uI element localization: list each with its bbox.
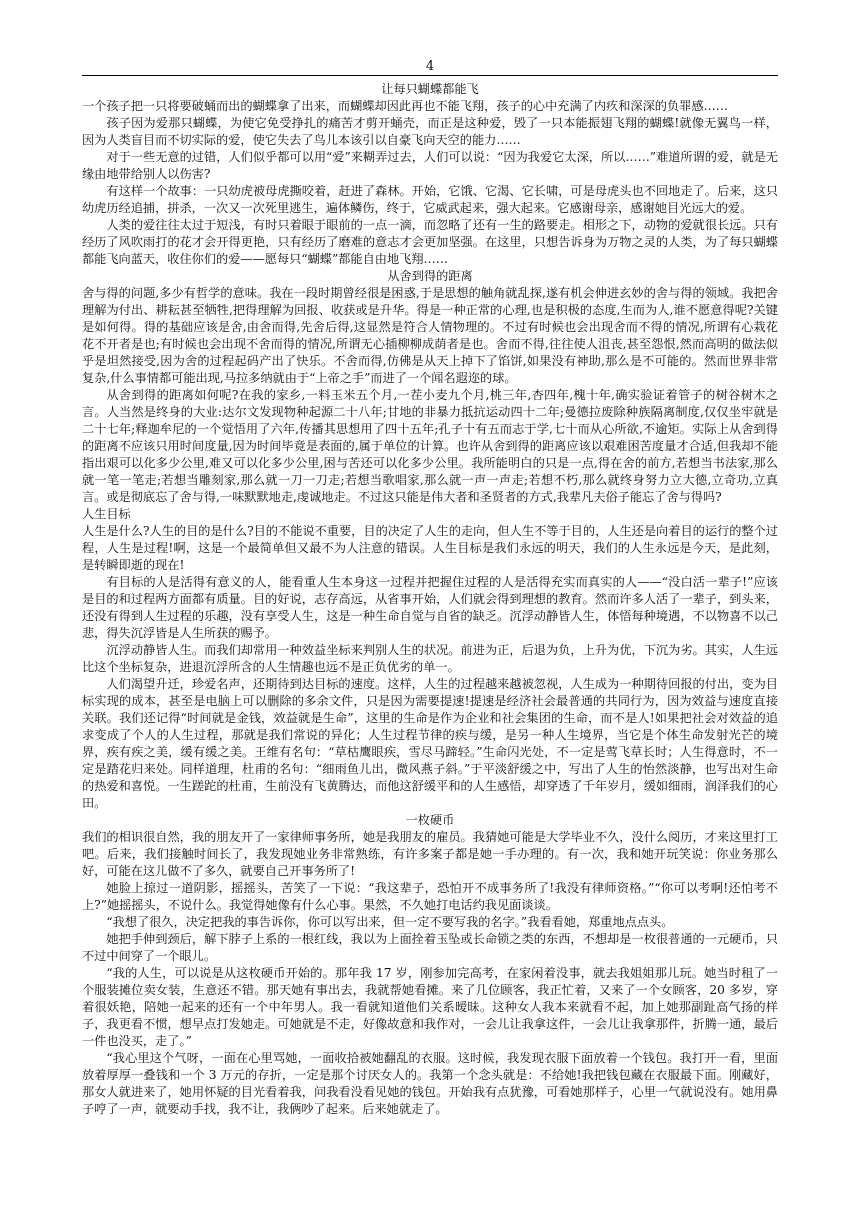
paragraph: 从舍到得的距离如何呢?在我的家乡,一料玉米五个月,一茬小麦九个月,桃三年,杏四年,槐十年,确实验证着管子的树谷树木之言。人当然是终身的大业:达尔文发现物种起源二十八年;甘地的非暴力抵抗运动四十二年;曼德拉废除种族隔离制度,仅仅坐牢就是二十七年;释迦牟尼的一个觉悟用了六年,传播其思想用了四十五年;孔子十有五而志于学,七十而从心所欲,不逾矩。实际上从舍到得的距离不应该只用时间度量,因为时间毕竟是表面的,属于单位的计算。也许从舍到得的距离应该以艰难困苦度量才合适,但我却不能指出艰可以化多少公里,难又可以化多少公里,困与苦还可以化多少公里。我所能明白的只是一点,得在舍的前方,若想当书法家,那么就一笔一笔走;若想当雕刻家,那么就一刀一刀走;若想当歌唱家,那么就一声一声走;若想不朽,那么就终身努力立大德,立奇功,立真言。或是彻底忘了舍与得,一味默默地走,虔诚地走。不过这只能是伟大者和圣贤者的方式,我辈凡夫俗子能忘了舍与得吗? xyxy=(82,388,778,504)
paragraph: 舍与得的问题,多少有哲学的意味。我在一段时期曾经很是困惑,于是思想的触角就乱探,遂有机会伸进玄妙的舍与得的领域。我把舍理解为付出、耕耘甚至牺牲,把得理解为回报、收获或是升华。得是一种正常的心理,也是积极的态度,生而为人,谁不愿意得呢?关键是如何得。得的基础应该是舍,由舍而得,先舍后得,这显然是符合人情物理的。不过有时候也会出现舍而不得的情况,所谓有心栽花花不开者是也;有时候也会出现不舍而得的情况,所谓无心插柳柳成荫者是也。舍而不得,往往使人沮丧,甚至怨恨,然而高明的做法似乎是坦然接受,因为舍的过程起码产出了快乐。不舍而得,仿佛是从天上掉下了馅饼,如果没有神助,那么是不可能的。然而世界非常复杂,什么事情都可能出现,马拉多纳就由于“上帝之手”而进了一个闻名遐迩的球。 xyxy=(82,286,778,385)
paragraph: 人类的爱往往太过于短浅，有时只着眼于眼前的一点一滴，而忽略了还有一生的路要走。相形之下，动物的爱就很长远。只有经历了风吹雨打的花才会开得更艳，只有经历了磨难的意志才会更加坚强。在这里，只想告诉身为万物之灵的人类，为了每只蝴蝶都能飞向蓝天，收住你们的爱——愿每只“蝴蝶”都能自由地飞翔…… xyxy=(82,218,778,266)
paragraph: 有目标的人是活得有意义的人，能看重人生本身这一过程并把握住过程的人是活得充实而真实的人——“没白活一辈子!”应该是目的和过程两方面都有质量。目的好说，志存高远，从省事开始，人们就会得到理想的教育。然而许多人活了一辈子，到头来，还没有得到人生过程的乐趣，没有享受人生，这是一种生命自觉与自省的缺乏。沉浮动静皆人生，体悟每种境遇，不以物喜不以己悲，得失沉浮皆是人生所获的赐予。 xyxy=(82,575,778,640)
paragraph: 有这样一个故事：一只幼虎被母虎撕咬着，赶进了森林。开始，它饿、它渴、它长啸，可是母虎头也不回地走了。后来，这只幼虎历经追捕，拼杀，一次又一次死里逃生，遍体鳞伤，终于，它威武起来，强大起来。它感谢母亲，感谢她目光远大的爱。 xyxy=(82,184,778,215)
paragraph: 她脸上掠过一道阴影，摇摇头，苦笑了一下说：“我这辈子，恐怕开不成事务所了!我没有律师资格。”“你可以考啊!还怕考不上?”她摇摇头，不说什么。我觉得她像有什么心事。果然，不久她打电话约我见面谈谈。 xyxy=(82,881,778,912)
paragraph: “我的人生，可以说是从这枚硬币开始的。那年我 17 岁，刚参加完高考，在家闲着没事，就去我姐姐那儿玩。她当时租了一个服装摊位卖女装，生意还不错。那天她有事出去，我就帮她看摊。来了几位顾客，我正忙着，又来了一个女顾客，20 多岁，穿着很妖艳，陪她一起来的还有一个中年男人。我一看就知道他们关系暧昧。这种女人我本来就看不起，加上她那副趾高气扬的样子，我更看不惯，想早点打发她走。可她就是不走，好像故意和我作对，一会儿让我拿这件，一会儿让我拿那件，折腾一通，最后一件也没买，走了。” xyxy=(82,966,778,1048)
header-rule xyxy=(82,75,778,76)
document-body xyxy=(82,81,778,1118)
paragraph: 一个孩子把一只将要破蛹而出的蝴蝶拿了出来，而蝴蝶却因此再也不能飞翔，孩子的心中充满了内疚和深深的负罪感…… xyxy=(82,99,728,113)
page-number: 4 xyxy=(425,59,435,74)
paragraph: 我们的相识很自然，我的朋友开了一家律师事务所，她是我朋友的雇员。我猜她可能是大学毕业不久，没什么阅历，才来这里打工吧。后来，我们接触时间长了，我发现她业务非常熟练，有许多案子都是她一手办理的。有一次，我和她开玩笑说：你业务那么好，可能在这儿做不了多久，就要自己开事务所了! xyxy=(82,830,778,878)
paragraph: 人们渴望升迁，珍爱名声，还期待到达目标的速度。这样，人生的过程越来越被忽视，人生成为一种期待回报的付出，变为目标实现的成本，甚至是电脑上可以删除的多余文件，只是因为需要提速!提速是经济社会最普通的共同行为，因为效益与速度直接关联。我们还记得“时间就是金钱，效益就是生命”，这里的生命是作为企业和社会集团的生命，而不是人!如果把社会对效益的追求变成了个人的人生过程，那就是我们常说的异化；人生过程节律的疾与缓，是另一种人生境界，当它是个体生命发射光芒的境界，疾有疾之美，缓有缓之美。王维有名句：“草枯鹰眼疾，雪尽马蹄轻。”生命闪光处，不一定是莺飞草长时；人生得意时，不一定是踏花归来处。同样道理，杜甫的名句：“细雨鱼儿出，微风燕子斜。”于平淡舒缓之中，写出了人生的怡然淡静，也写出对生命的热爱和喜悦。一生蹉跎的杜甫，生前没有飞黄腾达，而他这舒缓平和的人生感悟，却穿透了千年岁月，缓如细雨，润泽我们的心田。 xyxy=(82,677,778,810)
section-title: 人生目标 xyxy=(82,507,131,521)
section-title: 从舍到得的距离 xyxy=(387,269,473,283)
paragraph: “我心里这个气呀，一面在心里骂她，一面收拾被她翻乱的衣服。这时候，我发现衣服下面放着一个钱包。我打开一看，里面放着厚厚一叠钱和一个 3 万元的存折，一定是那个讨厌女人的。我第一个念头就是：不给她!我把钱包藏在衣服最下面。刚藏好，那女人就进来了，她用怀疑的目光看着我，问我看没看见她的钱包。开始我有点犹豫，可看她那样子，心里一气就说没有。她用鼻子哼了一声，就要动手找，我不让，我俩吵了起来。后来她就走了。 xyxy=(82,1051,778,1116)
paragraph: 人生是什么?人生的目的是什么?目的不能说不重要，目的决定了人生的走向，但人生不等于目的，人生还是向着目的运行的整个过程，人生是过程!啊，这是一个最简单但又最不为人注意的错误。人生目标是我们永远的明天，我们的人生永远是今天，是此刻，是转瞬即逝的现在! xyxy=(82,524,778,572)
paragraph: 沉浮动静皆人生。而我们却常用一种效益坐标来判别人生的状况。前进为正，后退为负，上升为优，下沉为劣。其实，人生远比这个坐标复杂，进退沉浮所含的人生情趣也远不是正负优劣的单一。 xyxy=(82,643,778,674)
paragraph: “我想了很久，决定把我的事告诉你，你可以写出来，但一定不要写我的名字。”我看看她，郑重地点点头。 xyxy=(106,915,674,929)
section-title: 让每只蝴蝶都能飞 xyxy=(381,82,479,96)
paragraph: 孩子因为爱那只蝴蝶，为使它免受挣扎的痛苦才剪开蛹壳，而正是这种爱，毁了一只本能振翅飞翔的蝴蝶!就像无翼鸟一样，因为人类盲目而不切实际的爱，使它失去了鸟儿本该引以自豪飞向天空的能力…… xyxy=(82,116,778,147)
paragraph: 她把手伸到颈后，解下脖子上系的一根红线，我以为上面拴着玉坠或长命锁之类的东西，不想却是一枚很普通的一元硬币，只不过中间穿了一个眼儿。 xyxy=(82,932,778,963)
section-title: 一枚硬币 xyxy=(405,813,455,827)
paragraph: 对于一些无意的过错，人们似乎都可以用“爱”来糊弄过去，人们可以说：“因为我爱它太深，所以……”难道所谓的爱，就是无缘由地带给别人以伤害? xyxy=(82,150,778,181)
